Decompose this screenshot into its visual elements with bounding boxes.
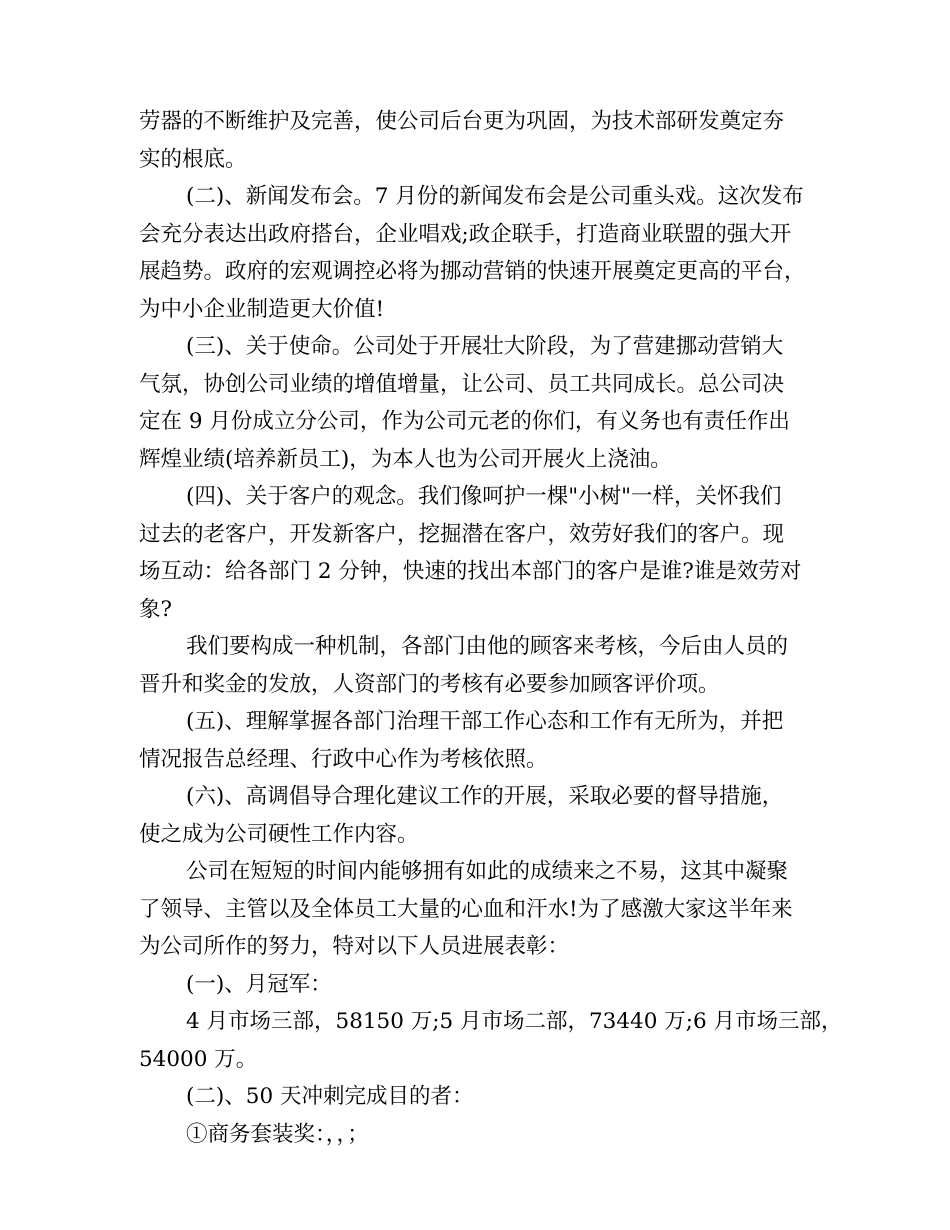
paragraph-line: (二)、新闻发布会。7 月份的新闻发布会是公司重头戏。这次发布: [186, 184, 804, 209]
paragraph-line: ①商务套装奖：，，；: [186, 1121, 369, 1147]
text-line: 展趋势。政府的宏观调控必将为挪动营销的快速开展奠定更高的平台，: [139, 259, 806, 284]
text-line: 气氛，协创公司业绩的增值增量，让公司、员工共同成长。总公司决: [139, 371, 785, 397]
text-line: 为公司所作的努力，特对以下人员进展表彰：: [139, 934, 570, 959]
text-line: 辉煌业绩(培养新员工)，为本人也为公司开展火上浇油。: [139, 446, 672, 472]
paragraph-line: 公司在短短的时间内能够拥有如此的成绩来之不易，这其中凝聚: [186, 859, 789, 884]
text-line: 54000 万。: [139, 1046, 258, 1072]
text-line: 晋升和奖金的发放，人资部门的考核有必要参加顾客评价项。: [139, 671, 720, 697]
text-line: 会充分表达出政府搭台，企业唱戏;政企联手，打造商业联盟的强大开: [139, 221, 792, 247]
paragraph-line: (三)、关于使命。公司处于开展壮大阶段，为了营建挪动营销大: [186, 334, 784, 359]
text-line: 为中小企业制造更大价值!: [139, 296, 385, 322]
paragraph-line: (一)、月冠军：: [186, 971, 332, 997]
text-line: 了领导、主管以及全体员工大量的心血和汗水!为了感激大家这半年来: [139, 896, 793, 922]
paragraph-line: (五)、理解掌握各部门治理干部工作心态和工作有无所为，并把: [186, 709, 784, 734]
text-line: 使之成为公司硬性工作内容。: [139, 821, 419, 847]
text-line: 过去的老客户，开发新客户，挖掘潜在客户，效劳好我们的客户。现: [139, 521, 785, 547]
text-line: 情况报告总经理、行政中心作为考核依照。: [139, 746, 548, 772]
paragraph-line: (四)、关于客户的观念。我们像呵护一棵"小树"一样，关怀我们: [186, 484, 782, 509]
paragraph-line: 我们要构成一种机制，各部门由他的顾客来考核，今后由人员的: [186, 634, 789, 659]
paragraph-line: (六)、高调倡导合理化建议工作的开展，采取必要的督导措施，: [186, 784, 784, 809]
text-line: 象?: [139, 596, 173, 622]
text-line: 场互动：给各部门 2 分钟，快速的找出本部门的客户是谁?谁是效劳对: [139, 559, 802, 584]
paragraph-line: 4 月市场三部，58150 万;5 月市场二部，73440 万;6 月市场三部，: [186, 1009, 843, 1034]
paragraph-line: (二)、50 天冲刺完成目的者：: [186, 1084, 474, 1109]
text-line: 劳器的不断维护及完善，使公司后台更为巩固，为技术部研发奠定夯: [139, 109, 785, 134]
text-line: 实的根底。: [139, 146, 247, 172]
text-line: 定在 9 月份成立分公司，作为公司元老的你们，有义务也有责任作出: [139, 409, 790, 434]
